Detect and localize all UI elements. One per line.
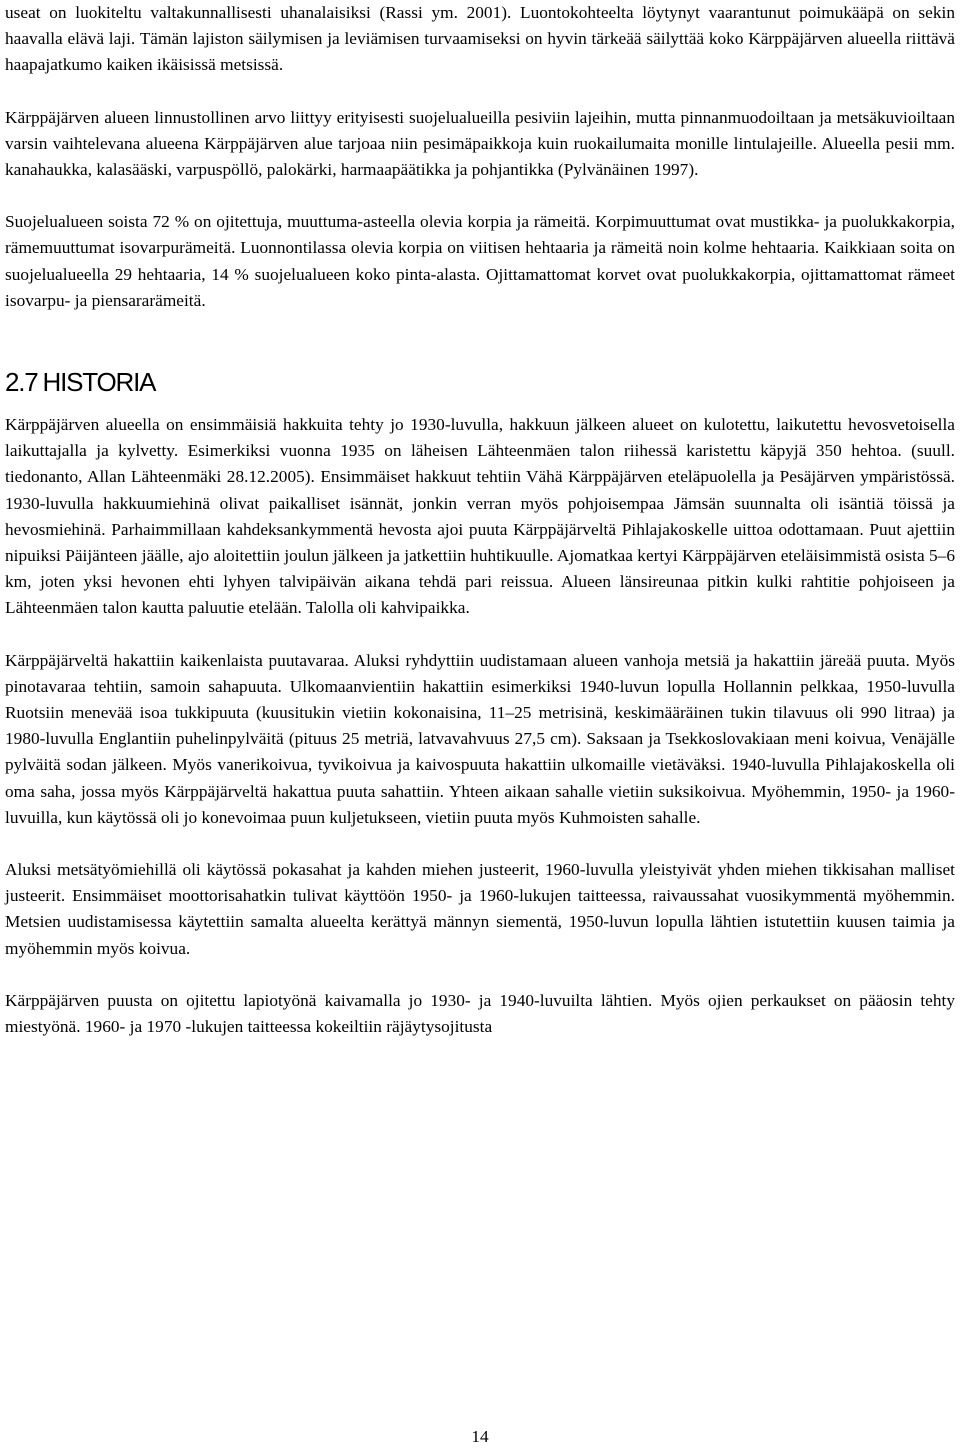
paragraph-bogs: Suojelualueen soista 72 % on ojitettuja, muuttuma-asteella olevia korpia ja rämeitä. Korpimuuttumat ovat mustikka- ja puolukkakorpia, rämemuuttumat isovarpurämeitä. Luonnontilassa olevia korpia on viitisen hehtaaria ja rämeitä noin kolme hehtaaria. Kaikkiaan soita on suojelualueella 29 hehtaaria, 14 % suojelualueen koko pinta-alasta. Ojittamattomat korvet ovat puolukkakorpia, ojittamattomat rämeet isovarpu- ja piensararämeitä. xyxy=(5,212,955,310)
paragraph-history-first-cuttings: Kärppäjärven alueella on ensimmäisiä hakkuita tehty jo 1930-luvulla, hakkuun jälkeen alueet on kulotettu, laikutettu hevosvetoisella laikuttajalla ja kylvetty. Esimerkiksi vuonna 1935 on läheisen Lähteenmäen talon riihessä karistettu käpyjä 350 hehtoa. (suull. tiedonanto, Allan Lähteenmäki 28.12.2005). Ensimmäiset hakkuut tehtiin Vähä Kärppäjärven eteläpuolella ja Pesäjärven ympäristössä. 1930-luvulla hakkuumiehinä olivat paikalliset isännät, jonkin verran myös pohjoisempaa Jämsän suunnalta oli isäntiä töissä ja hevosmiehinä. Parhaimmillaan kahdeksankymmentä hevosta ajoi puuta Kärppäjärveltä Pihlajakoskelle uittoa odottamaan. Puut ajettiin nipuiksi Päijänteen jäälle, ajo aloitettiin joulun jälkeen ja jatkettiin huhtikuulle. Ajomatkaa kertyi Kärppäjärven eteläisimmistä osista 5–6 km, joten yksi hevonen ehti lyhyen talvipäivän aikana tehdä pari reissua. Alueen länsireunaa pitkin kulki rahtitie pohjoiseen ja Lähteenmäen talon kautta paluutie etelään. Talolla oli kahvipaikka. xyxy=(5,415,955,618)
section-title: HISTORIA xyxy=(42,367,156,398)
page-content xyxy=(5,0,955,1066)
paragraph-haapa-species: useat on luokiteltu valtakunnallisesti uhanalaisiksi (Rassi ym. 2001). Luontokohteelta löytynyt vaarantunut poimukääpä on sekin haavalla elävä laji. Tämän lajiston säilymisen ja leviämisen turvaamiseksi on hyvin tärkeää säilyttää koko Kärppäjärven alueella riittävä haapajatkumo kaiken ikäisissä metsissä. xyxy=(5,3,955,75)
page-number: 14 xyxy=(471,1427,489,1446)
paragraph-history-timber-types: Kärppäjärveltä hakattiin kaikenlaista puutavaraa. Aluksi ryhdyttiin uudistamaan alueen vanhoja metsiä ja hakattiin järeää puuta. Myös pinotavaraa tehtiin, samoin sahapuuta. Ulkomaanvientiin hakattiin esimerkiksi 1940-luvun lopulla Hollannin pelkkaa, 1950-luvulla Ruotsiin menevää isoa tukkipuuta (kuusitukin vietiin kokonaisina, 11–25 metrisinä, keskimääräinen tukin tilavuus oli 990 litraa) ja 1980-luvulla Englantiin puhelinpylväitä (pituus 25 metriä, latvavahvuus 27,5 cm). Saksaan ja Tsekkoslovakiaan meni koivua, Venäjälle pylväitä sodan jälkeen. Myös vanerikoivua, tyvikoivua ja kaivospuuta hakattiin ulkomaille vietäväksi. 1940-luvulla Pihlajakoskella oli oma saha, jossa myös Kärppäjärveltä hakattua puuta sahattiin. Yhteen aikaan sahalle vietiin suksikoivua. Myöhemmin, 1950- ja 1960-luvuilla, kun käytössä oli jo konevoimaa puun kuljetukseen, vietiin puuta myös Kuhmoisten sahalle. xyxy=(5,650,955,827)
section-number: 2.7 xyxy=(5,367,38,398)
paragraph-history-tools: Aluksi metsätyömiehillä oli käytössä pokasahat ja kahden miehen justeerit, 1960-luvulla yleistyivät yhden miehen tikkisahan malliset justeerit. Ensimmäiset moottorisahatkin tulivat käyttöön 1950- ja 1960-lukujen taitteessa, raivaussahat vuosikymmentä myöhemmin. Metsien uudistamisessa käytettiin samalta alueelta kerättyä männyn siementä, 1950-luvun lopulla lähtien istutettiin kuusen taimia ja myöhemmin myös koivua. xyxy=(5,860,955,958)
section-heading xyxy=(5,366,955,398)
paragraph-history-ditching: Kärppäjärven puusta on ojitettu lapiotyönä kaivamalla jo 1930- ja 1940-luvuilta lähtien. Myös ojien perkaukset on pääosin tehty miestyönä. 1960- ja 1970 -lukujen taitteessa kokeiltiin räjäytysojitusta xyxy=(5,990,955,1037)
paragraph-bird-value: Kärppäjärven alueen linnustollinen arvo liittyy erityisesti suojelualueilla pesiviin lajeihin, mutta pinnanmuodoiltaan ja metsäkuvioiltaan varsin vaihtelevana alueena Kärppäjärven alue tarjoaa niin pesimäpaikkoja kuin ruokailumaita monille lintulajeille. Alueella pesii mm. kanahaukka, kalasääski, varpuspöllö, palokärki, harmaapäätikka ja pohjantikka (Pylvänäinen 1997). xyxy=(5,107,955,180)
